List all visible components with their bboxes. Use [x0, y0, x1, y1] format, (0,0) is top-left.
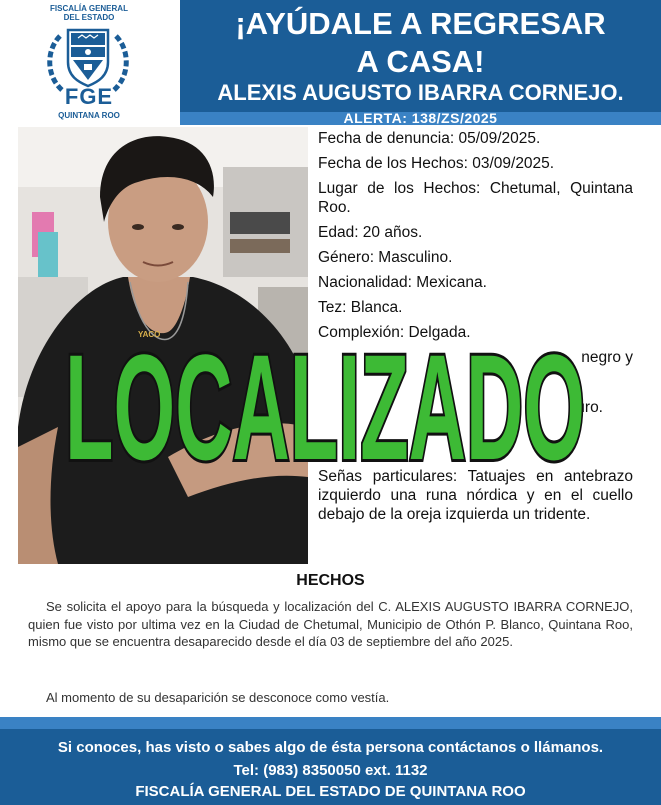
footer-banner [0, 729, 661, 805]
alert-number: ALERTA: 138/ZS/2025 [343, 110, 498, 126]
detail-complexion: Complexión: Delgada. [318, 324, 471, 341]
localizado-stamp [55, 331, 595, 481]
alert-strip [180, 112, 661, 125]
hechos-paragraph1: Se solicita el apoyo para la búsqueda y localización del C. ALEXIS AUGUSTO IBARRA CORNEJO, quien fue visto por ultima vez en la Ciudad de Chetumal, Municipio de Othón P. Blanco, Quintana Roo, mismo que se encuentra desaparecido desde el día 03 de septiembre del año 2025. [28, 599, 633, 649]
detail-tez: Tez: Blanca. [318, 299, 403, 316]
svg-text:YACO: YACO [138, 330, 161, 339]
detail-edad: Edad: 20 años. [318, 224, 423, 241]
logo-line1: FISCALÍA GENERAL [50, 4, 128, 13]
detail-senas: Señas particulares: Tatuajes en antebrazo izquierdo una runa nórdica y en el cuello debajo de la oreja izquierda un tridente. [318, 468, 633, 523]
detail-nacionalidad: Nacionalidad: Mexicana. [318, 274, 487, 291]
detail-fecha-denuncia: Fecha de denuncia: 05/09/2025. [318, 130, 541, 147]
localizado-text: LOCALIZADO [65, 331, 585, 481]
detail-cejas-partial: curo. [568, 399, 603, 416]
hechos-paragraph2: Al momento de su desaparición se desconoce como vestía. [46, 690, 390, 705]
logo-header-text [0, 4, 178, 22]
logo-line2: DEL ESTADO [63, 13, 115, 22]
person-name: ALEXIS AUGUSTO IBARRA CORNEJO. [217, 80, 624, 105]
detail-fecha-hechos: Fecha de los Hechos: 03/09/2025. [318, 155, 555, 172]
logo-acronym: FGE [64, 84, 114, 109]
header-title-line2: A CASA! [356, 44, 485, 79]
logo-state: QUINTANA ROO [58, 111, 120, 120]
footer-contact-text: Si conoces, has visto o sabes algo de ésta persona contáctanos o llámanos. [57, 739, 604, 756]
footer-strip [0, 717, 661, 729]
fge-logo [0, 0, 178, 124]
footer-agency: FISCALÍA GENERAL DEL ESTADO DE QUINTANA ROO [135, 783, 526, 800]
footer-phone: Tel: (983) 8350050 ext. 1132 [233, 762, 428, 779]
header-banner [180, 0, 661, 114]
hechos-title: HECHOS [296, 572, 365, 589]
detail-lugar: Lugar de los Hechos: Chetumal, Quintana Roo. [318, 180, 633, 216]
header-title-line1: ¡AYÚDALE A REGRESAR [235, 6, 606, 41]
detail-genero: Género: Masculino. [318, 249, 453, 266]
detail-cabello-partial: negro y [581, 349, 633, 366]
